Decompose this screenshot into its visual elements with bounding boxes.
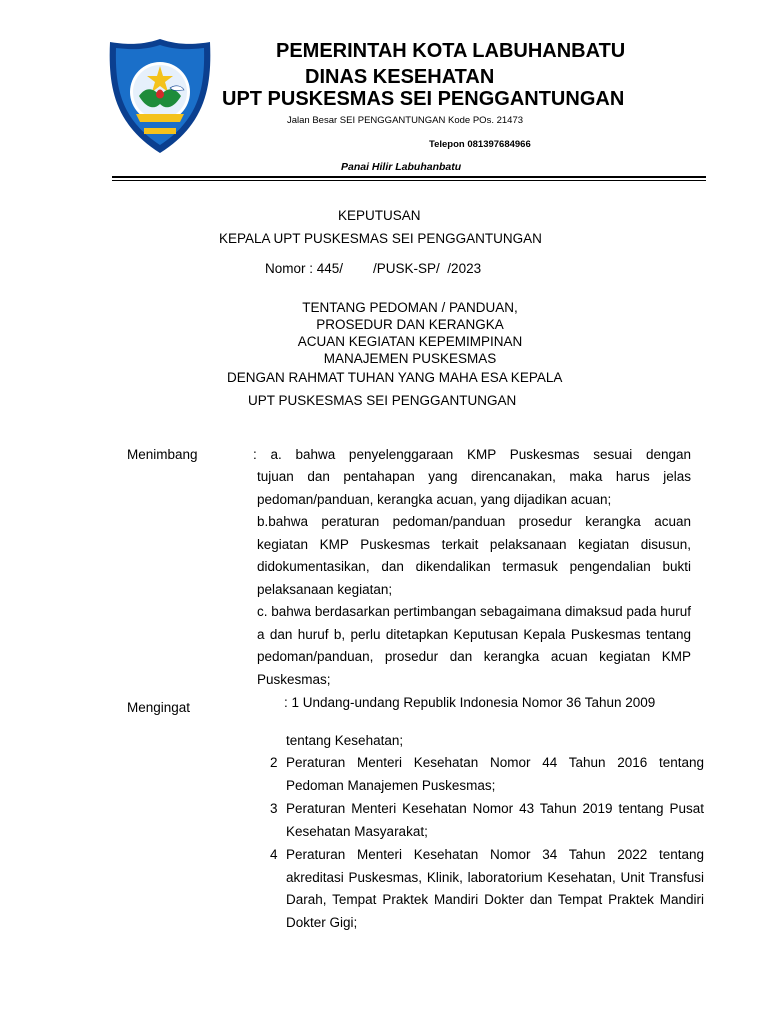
menimbang-point-c: c. bahwa berdasarkan pertimbangan sebagaimana dimaksud pada huruf a dan huruf b, perlu ditetapkan Keputusan Kepala Puskesmas tentang pedoman/panduan, prosedur dan kerangka acuan kegiatan KMP Puskesmas; — [257, 604, 691, 687]
mengingat-item-1-first: : 1 Undang-undang Republik Indonesia Nomor 36 Tahun 2009 — [284, 695, 656, 710]
decree-subject-line: TENTANG PEDOMAN / PANDUAN, — [302, 300, 518, 315]
mengingat-item-1-rest: tentang Kesehatan; — [286, 733, 404, 748]
letterhead-address: Jalan Besar SEI PENGGANTUNGAN Kode POs. 21473 — [287, 115, 524, 126]
decree-blessing-line: UPT PUSKESMAS SEI PENGGANTUNGAN — [248, 393, 517, 408]
letterhead-government: PEMERINTAH KOTA LABUHANBATU — [276, 40, 626, 62]
labuhanbatu-city-seal-icon — [106, 36, 214, 156]
menimbang-point-b: b.bahwa peraturan pedoman/panduan prosedur kerangka acuan kegiatan KMP Puskesmas terkait pelaksanaan kegiatan disusun, didokumentasikan, dan dikendalikan termasuk pengendalian bukti pelaksanaan kegiatan; — [257, 514, 691, 597]
decree-issuer: KEPALA UPT PUSKESMAS SEI PENGGANTUNGAN — [219, 231, 542, 246]
mengingat-label: Mengingat — [127, 700, 191, 715]
decree-heading: KEPUTUSAN — [338, 208, 421, 223]
letterhead-district: Panai Hilir Labuhanbatu — [341, 161, 462, 173]
mengingat-item-number: 4 — [270, 847, 278, 862]
letterhead-unit: UPT PUSKESMAS SEI PENGGANTUNGAN — [222, 88, 625, 110]
letterhead-department: DINAS KESEHATAN — [305, 66, 495, 88]
menimbang-label: Menimbang — [127, 447, 198, 462]
decree-number: Nomor : 445/ /PUSK-SP/ /2023 — [265, 261, 482, 276]
mengingat-item-2: Peraturan Menteri Kesehatan Nomor 44 Tahun 2016 tentang Pedoman Manajemen Puskesmas; — [286, 755, 704, 793]
decree-subject-line: ACUAN KEGIATAN KEPEMIMPINAN — [297, 334, 523, 349]
letterhead-divider-thick — [112, 176, 706, 178]
letterhead-divider-thin — [112, 180, 706, 181]
menimbang-point-a: tujuan dan pentahapan yang direncanakan, maka harus jelas pedoman/panduan, kerangka acuan, yang dijadikan acuan; — [257, 469, 691, 507]
mengingat-item-3: Peraturan Menteri Kesehatan Nomor 43 Tahun 2019 tentang Pusat Kesehatan Masyarakat; — [286, 801, 704, 839]
letterhead-phone: Telepon 081397684966 — [429, 139, 531, 150]
decree-subject — [220, 299, 600, 367]
menimbang-point-a-first: : a. bahwa penyelenggaraan KMP Puskesmas sesuai dengan — [253, 447, 691, 462]
mengingat-item-number: 3 — [270, 801, 278, 816]
city-seal-logo — [106, 36, 214, 156]
mengingat-item-4: Peraturan Menteri Kesehatan Nomor 34 Tahun 2022 tentang akreditasi Puskesmas, Klinik, laboratorium Kesehatan, Unit Transfusi Darah, Tempat Praktek Mandiri Dokter dan Tempat Praktek Mandiri Dokter Gigi; — [286, 847, 704, 930]
decree-subject-line: PROSEDUR DAN KERANGKA — [316, 317, 504, 332]
mengingat-item-number: 2 — [270, 755, 278, 770]
decree-subject-line: MANAJEMEN PUSKESMAS — [323, 351, 497, 366]
decree-blessing-line: DENGAN RAHMAT TUHAN YANG MAHA ESA KEPALA — [227, 370, 563, 385]
